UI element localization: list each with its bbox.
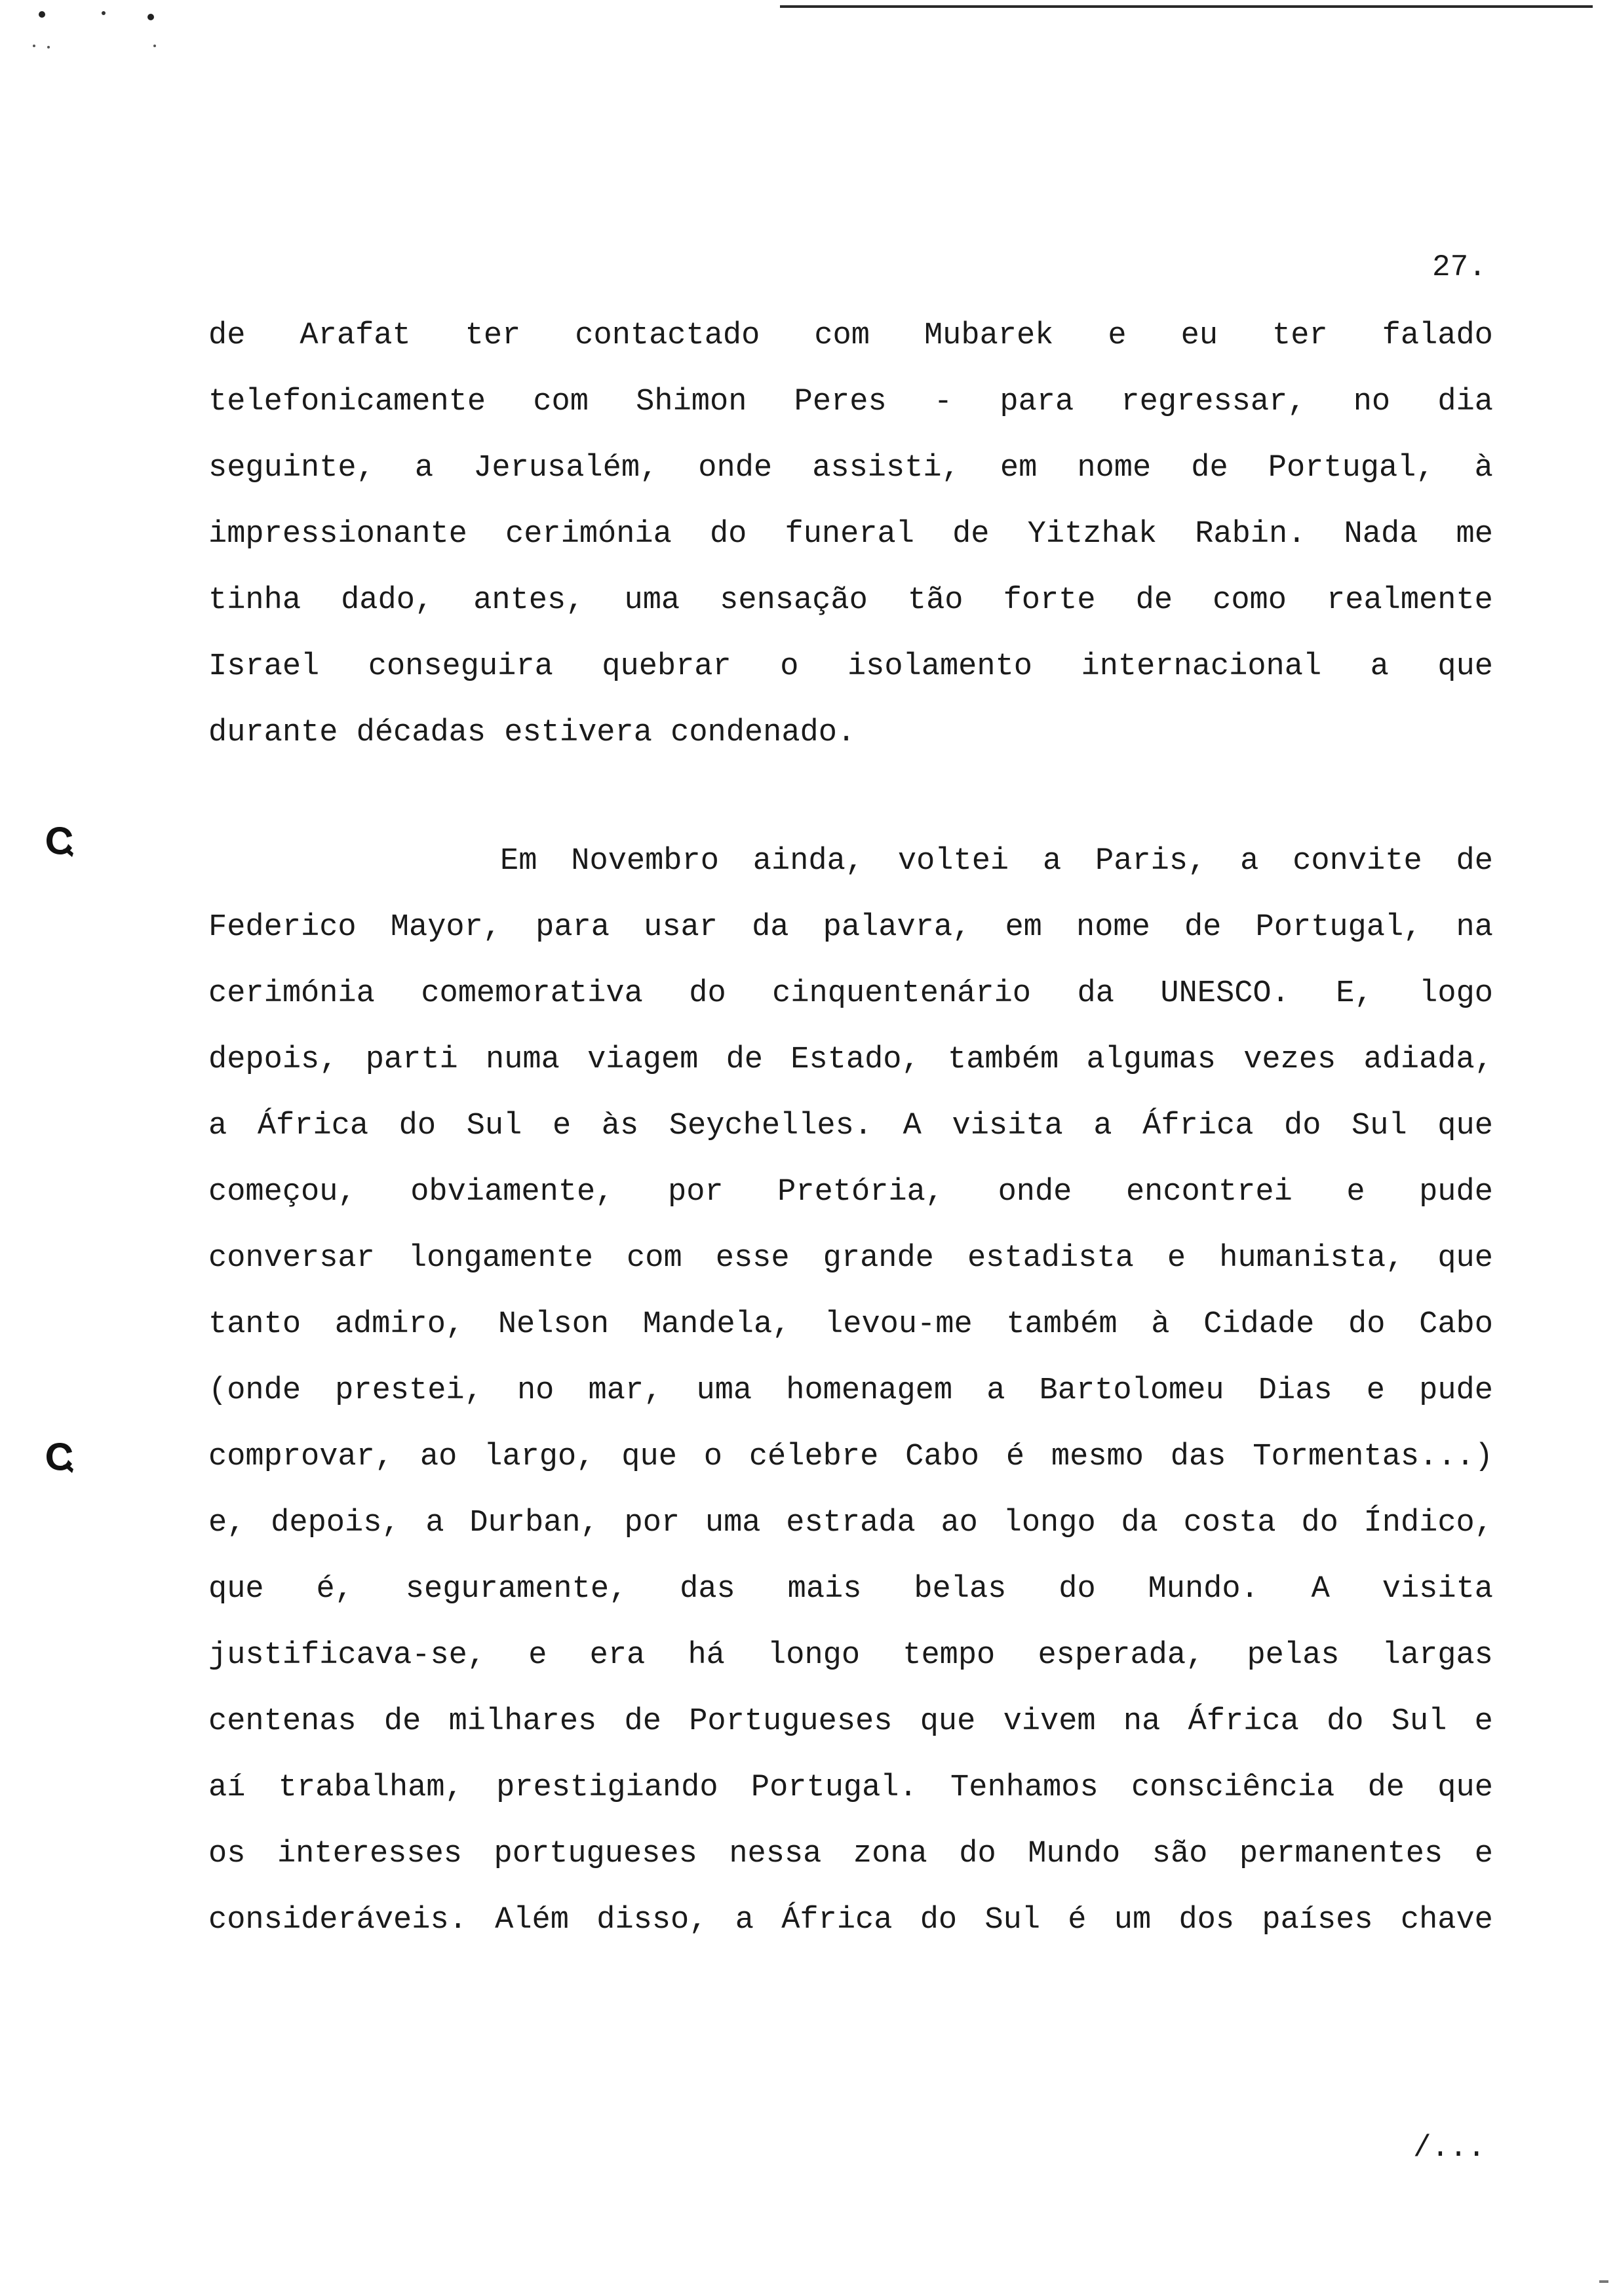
word: do <box>1284 1109 1321 1143</box>
word: seguinte, <box>208 451 375 486</box>
word: Sul <box>1391 1704 1447 1739</box>
paragraph-1 <box>208 313 1493 776</box>
word: esse <box>715 1241 790 1276</box>
word: antes, <box>473 583 585 618</box>
word: que <box>621 1440 677 1474</box>
word: homenagem <box>786 1373 953 1408</box>
word: na <box>1123 1704 1161 1739</box>
word: um <box>1114 1903 1152 1938</box>
word: dia <box>1437 385 1493 419</box>
word: tanto <box>208 1307 302 1342</box>
word: a <box>425 1506 444 1540</box>
word: que <box>1437 649 1493 684</box>
word: países <box>1262 1903 1373 1938</box>
word: Peres <box>794 385 887 419</box>
text-line <box>208 578 1493 644</box>
word: e <box>552 1109 572 1143</box>
word: onde <box>698 451 773 486</box>
word: nessa <box>729 1837 822 1871</box>
word: os <box>208 1837 246 1871</box>
word: longamente <box>408 1241 593 1276</box>
word: A <box>1311 1572 1330 1607</box>
text-line <box>208 1831 1493 1898</box>
word: estadista <box>967 1241 1134 1276</box>
word: E, <box>1336 976 1373 1011</box>
word: o <box>703 1440 722 1474</box>
word: voltei <box>897 844 1009 879</box>
word: e <box>1366 1373 1385 1408</box>
word: África <box>1188 1704 1299 1739</box>
word: Nada <box>1344 517 1418 552</box>
text-line <box>208 971 1493 1037</box>
word: contactado <box>575 318 760 353</box>
word: para <box>535 910 610 945</box>
paragraph-2 <box>208 839 1493 1964</box>
word: do <box>1348 1307 1386 1342</box>
word: conversar <box>208 1241 375 1276</box>
word: Portugal. <box>750 1770 918 1805</box>
word: falado <box>1382 318 1493 353</box>
word: Sul <box>466 1109 522 1143</box>
word: Durban, <box>469 1506 599 1540</box>
word: largas <box>1382 1638 1493 1673</box>
word: do <box>399 1109 437 1143</box>
word: Portugal, <box>1268 451 1435 486</box>
word: de <box>1135 583 1173 618</box>
word: Cabo <box>1419 1307 1493 1342</box>
word: Cabo <box>905 1440 979 1474</box>
word: de <box>1456 844 1493 879</box>
text-line <box>208 1567 1493 1633</box>
word: onde <box>998 1175 1072 1210</box>
word: tão <box>907 583 963 618</box>
word: do <box>920 1903 958 1938</box>
word: Novembro <box>571 844 719 879</box>
text-line <box>208 905 1493 971</box>
word: a <box>208 1109 227 1143</box>
word: Mundo <box>1028 1837 1121 1871</box>
word: Arafat <box>300 318 411 353</box>
word: que <box>920 1704 976 1739</box>
word: UNESCO. <box>1160 976 1290 1011</box>
text-line <box>208 1302 1493 1368</box>
word: de <box>1367 1770 1405 1805</box>
word: Índico, <box>1363 1506 1493 1540</box>
word: pude <box>1419 1175 1493 1210</box>
word: internacional <box>1081 649 1322 684</box>
word: centenas <box>208 1704 357 1739</box>
word: Dias <box>1258 1373 1333 1408</box>
word: Mayor, <box>390 910 502 945</box>
word: permanentes <box>1239 1837 1443 1871</box>
word: costa <box>1183 1506 1276 1540</box>
word: depois, <box>271 1506 400 1540</box>
word: telefonicamente <box>208 385 486 419</box>
word: viagem <box>587 1043 699 1077</box>
text-line <box>208 1898 1493 1964</box>
text-line <box>208 1037 1493 1103</box>
word: da <box>1121 1506 1158 1540</box>
continuation-marker: /... <box>1413 2131 1486 2165</box>
word: largo, <box>484 1440 595 1474</box>
word: algumas <box>1086 1043 1216 1077</box>
word: e, <box>208 1506 246 1540</box>
word: Estado, <box>790 1043 920 1077</box>
word: Mubarek <box>924 318 1054 353</box>
word: por <box>668 1175 724 1210</box>
word: humanista, <box>1219 1241 1405 1276</box>
text-line <box>208 710 1493 776</box>
word: comprovar, <box>208 1440 394 1474</box>
word: do <box>1301 1506 1338 1540</box>
word: adiada, <box>1363 1043 1493 1077</box>
word: também <box>1006 1307 1118 1342</box>
word: cerimónia <box>208 976 375 1011</box>
word: é <box>1068 1903 1087 1938</box>
text-line <box>208 1633 1493 1699</box>
word: das <box>680 1572 735 1607</box>
text-line <box>208 1699 1493 1765</box>
word: que <box>1437 1770 1493 1805</box>
word: em <box>1000 451 1038 486</box>
word: prestei, <box>335 1373 483 1408</box>
edge-speck <box>1599 2280 1608 2283</box>
word: e <box>1167 1241 1186 1276</box>
word: aí <box>208 1770 246 1805</box>
word: nome <box>1077 451 1152 486</box>
word: mais <box>787 1572 862 1607</box>
word: conseguira <box>368 649 553 684</box>
word: para <box>1000 385 1074 419</box>
word: por <box>624 1506 680 1540</box>
word: admiro, <box>334 1307 465 1342</box>
word: a <box>1370 649 1389 684</box>
word: uma <box>624 583 680 618</box>
word: e <box>528 1638 547 1673</box>
word: do <box>1059 1572 1096 1607</box>
text-line <box>208 446 1493 512</box>
word: milhares <box>448 1704 597 1739</box>
word: grande <box>823 1241 934 1276</box>
word: (onde <box>208 1373 302 1408</box>
word: com <box>814 318 870 353</box>
text-line <box>208 313 1493 379</box>
word: obviamente, <box>410 1175 614 1210</box>
word: do <box>689 976 726 1011</box>
word: ter <box>465 318 521 353</box>
page-number: 27. <box>1432 250 1487 284</box>
word: logo <box>1419 976 1493 1011</box>
word: convite <box>1293 844 1422 879</box>
word: longo <box>768 1638 861 1673</box>
word: Mundo. <box>1148 1572 1259 1607</box>
word: Federico <box>208 910 357 945</box>
word: era <box>589 1638 646 1673</box>
text-line <box>208 1170 1493 1236</box>
text-line <box>208 1765 1493 1831</box>
word: e <box>1474 1837 1493 1871</box>
word: Portugueses <box>689 1704 893 1739</box>
word: de <box>1191 451 1228 486</box>
word: realmente <box>1327 583 1493 618</box>
word: cerimónia <box>505 517 672 552</box>
word: ter <box>1272 318 1328 353</box>
word: a <box>986 1373 1005 1408</box>
word: funeral <box>785 517 914 552</box>
word: nome <box>1076 910 1150 945</box>
word: começou, <box>208 1175 357 1210</box>
word: longo <box>1003 1506 1096 1540</box>
word: pude <box>1419 1373 1493 1408</box>
word: eu <box>1180 318 1218 353</box>
word: e <box>1346 1175 1365 1210</box>
word: consciência <box>1131 1770 1335 1805</box>
text-line <box>208 1501 1493 1567</box>
word: o <box>780 649 799 684</box>
word: me <box>1456 517 1493 552</box>
word: do <box>709 517 747 552</box>
word: África <box>781 1903 893 1938</box>
word: das <box>1170 1440 1226 1474</box>
word: em <box>1005 910 1042 945</box>
word: que <box>208 1572 264 1607</box>
word: África <box>1142 1109 1254 1143</box>
text-line <box>208 1368 1493 1434</box>
word: tinha <box>208 583 302 618</box>
word: Bartolomeu <box>1039 1373 1224 1408</box>
word: a <box>1093 1109 1112 1143</box>
word: ao <box>941 1506 978 1540</box>
word: Sul <box>984 1903 1041 1938</box>
word: da <box>1077 976 1114 1011</box>
word: - <box>933 385 953 419</box>
scan-speck-marks <box>26 7 170 52</box>
word: são <box>1152 1837 1208 1871</box>
word: portugueses <box>494 1837 697 1871</box>
word: forte <box>1003 583 1096 618</box>
word: ainda, <box>752 844 865 879</box>
word: também <box>947 1043 1059 1077</box>
word: há <box>688 1638 725 1673</box>
word: seguramente, <box>405 1572 628 1607</box>
word: à <box>1151 1307 1170 1342</box>
word: a <box>1240 844 1259 879</box>
word: numa <box>486 1043 560 1077</box>
word: estrada <box>786 1506 916 1540</box>
punch-hole-mark <box>43 823 76 858</box>
word: assisti, <box>812 451 960 486</box>
word: cinquentenário <box>772 976 1032 1011</box>
word: na <box>1456 910 1493 945</box>
word: como <box>1213 583 1287 618</box>
word: trabalham, <box>278 1770 463 1805</box>
word: com <box>627 1241 682 1276</box>
word: visita <box>952 1109 1063 1143</box>
word: Tenhamos <box>950 1770 1099 1805</box>
word: Tormentas...) <box>1253 1440 1493 1474</box>
word: Israel <box>208 649 320 684</box>
word: Paris, <box>1095 844 1207 879</box>
word: do <box>959 1837 996 1871</box>
word: Além <box>495 1903 569 1938</box>
word: pelas <box>1247 1638 1340 1673</box>
word: prestigiando <box>496 1770 718 1805</box>
word: do <box>1327 1704 1364 1739</box>
word: uma <box>696 1373 752 1408</box>
word: zona <box>853 1837 927 1871</box>
word: tempo <box>903 1638 996 1673</box>
word: quebrar <box>602 649 731 684</box>
word: a <box>414 451 434 486</box>
word: comemorativa <box>421 976 643 1011</box>
word: levou-me <box>825 1307 973 1342</box>
word: Pretória, <box>777 1175 944 1210</box>
word: da <box>752 910 789 945</box>
word: uma <box>705 1506 761 1540</box>
word: chave <box>1400 1903 1493 1938</box>
word: Jerusalém, <box>473 451 659 486</box>
word: encontrei <box>1125 1175 1293 1210</box>
word: Em <box>500 844 537 879</box>
word: que <box>1437 1109 1493 1143</box>
word: célebre <box>749 1440 879 1474</box>
word: e <box>1474 1704 1493 1739</box>
word: disso, <box>596 1903 708 1938</box>
word: com <box>533 385 589 419</box>
word: a <box>1042 844 1062 879</box>
word: esperada, <box>1038 1638 1205 1673</box>
word: impressionante <box>208 517 467 552</box>
word: mar, <box>588 1373 663 1408</box>
word: e <box>1108 318 1127 353</box>
word: dos <box>1178 1903 1235 1938</box>
word: África <box>257 1109 369 1143</box>
text-line <box>208 1103 1493 1170</box>
word: mesmo <box>1051 1440 1144 1474</box>
word: a <box>735 1903 754 1938</box>
word: Sul <box>1352 1109 1407 1143</box>
text-line <box>208 644 1493 710</box>
word: Yitzhak <box>1027 517 1158 552</box>
word: de <box>952 517 990 552</box>
punch-hole-mark <box>43 1439 76 1474</box>
word: sensação <box>720 583 868 618</box>
word: belas <box>914 1572 1007 1607</box>
word: regressar, <box>1121 385 1306 419</box>
word: às <box>601 1109 639 1143</box>
word: no <box>1353 385 1391 419</box>
word: isolamento <box>847 649 1032 684</box>
word: Cidade <box>1203 1307 1315 1342</box>
word: palavra, <box>823 910 971 945</box>
text-line <box>208 1236 1493 1302</box>
word: no <box>516 1373 555 1408</box>
word: de <box>1184 910 1222 945</box>
word: interesses <box>277 1837 462 1871</box>
word: vezes <box>1243 1043 1336 1077</box>
word: visita <box>1382 1572 1493 1607</box>
top-border-rule <box>780 5 1593 8</box>
text-line <box>208 512 1493 578</box>
word: à <box>1474 451 1493 486</box>
word: Portugal, <box>1255 910 1422 945</box>
line-text: durante décadas estivera condenado. <box>208 716 856 750</box>
word: consideráveis. <box>208 1903 467 1938</box>
word: de <box>624 1704 661 1739</box>
word: de <box>383 1704 421 1739</box>
word: usar <box>644 910 718 945</box>
word: Nelson <box>497 1307 610 1342</box>
word: Seychelles. <box>669 1109 873 1143</box>
word: depois, <box>208 1043 338 1077</box>
text-line <box>208 1434 1493 1501</box>
word: que <box>1437 1241 1493 1276</box>
text-line <box>208 839 1493 905</box>
word: de <box>726 1043 764 1077</box>
word: é, <box>316 1572 353 1607</box>
word: parti <box>365 1043 458 1077</box>
word: de <box>208 318 246 353</box>
word: ao <box>419 1440 457 1474</box>
text-line <box>208 379 1493 446</box>
word: A <box>903 1109 922 1143</box>
word: justificava-se, <box>208 1638 486 1673</box>
word: Shimon <box>636 385 747 419</box>
word: dado, <box>341 583 434 618</box>
word: vivem <box>1003 1704 1096 1739</box>
word: Rabin. <box>1195 517 1306 552</box>
word: Mandela, <box>642 1307 791 1342</box>
word: é <box>1005 1440 1025 1474</box>
